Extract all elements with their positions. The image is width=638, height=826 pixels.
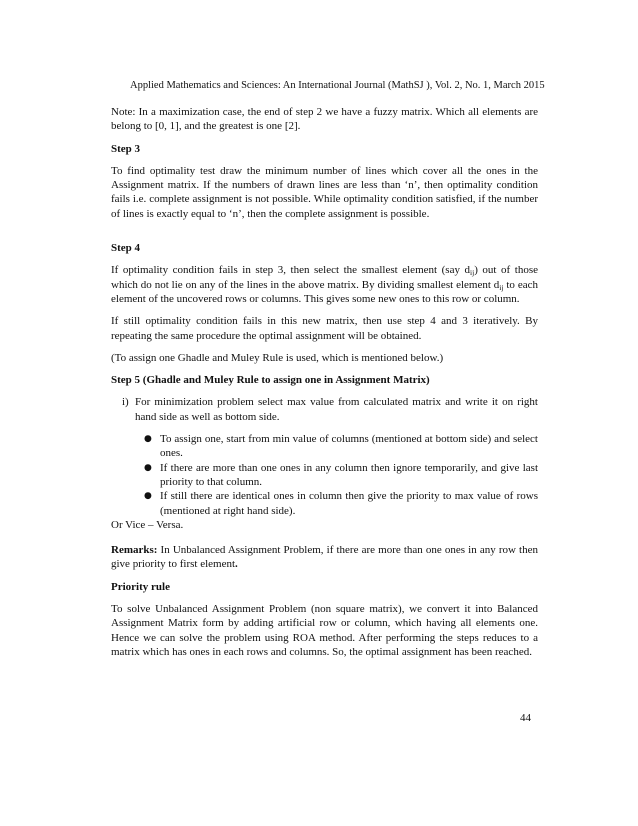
step4-heading: Step 4 [111, 242, 141, 255]
bullet-text: If still there are identical ones in column then give the priority to max value of rows (mentioned at right hand side). [160, 490, 538, 517]
bullet-item [144, 461, 538, 490]
remarks-period: . [235, 558, 238, 571]
running-header: Applied Mathematics and Sciences: An International Journal (MathSJ ), Vol. 2, No. 1, March 2015 [130, 80, 545, 91]
step4-paragraph-1 [111, 263, 538, 306]
item-text: For minimization problem select max value from calculated matrix and write it on right hand side as well as bottom side. [135, 396, 538, 423]
item-number: i) [122, 396, 129, 409]
step4-p1-part-b: ) out of those which do not lie on any of the lines in the above matrix. By dividing smallest element d [111, 264, 539, 291]
note-paragraph: Note: In a maximization case, the end of step 2 we have a fuzzy matrix. Which all elements are belong to [0, 1], and the greatest is one [2]. [111, 106, 538, 133]
bullet-item [144, 432, 538, 461]
step4-p1-part-a: If optimality condition fails in step 3, then select the smallest element (say d [111, 264, 471, 277]
bullet-text: To assign one, start from min value of columns (mentioned at bottom side) and select ones. [160, 433, 538, 460]
page-body [111, 105, 538, 667]
remarks-label: Remarks: [111, 544, 158, 557]
remarks-paragraph [111, 543, 538, 572]
step5-heading: Step 5 (Ghadle and Muley Rule to assign one in Assignment Matrix) [111, 374, 430, 387]
step5-item-i [122, 395, 538, 424]
step4-paragraph-2: If still optimality condition fails in this new matrix, then use step 4 and 3 iteratively. By repeating the same procedure the optimal assignment will be obtained. [111, 315, 538, 342]
step5-bullet-list [111, 432, 538, 518]
step4-paragraph-3: (To assign one Ghadle and Muley Rule is used, which is mentioned below.) [111, 351, 444, 364]
bullet-item [144, 489, 538, 518]
priority-rule-heading: Priority rule [111, 580, 170, 593]
bullet-dot-icon: ● [144, 462, 152, 473]
bullet-text: If there are more than one ones in any column then ignore temporarily, and give last priority to that column. [160, 461, 538, 488]
step3-heading: Step 3 [111, 142, 141, 155]
step4-p1-part-c: to each element of the uncovered rows or columns. This gives some new ones to this row or column. [111, 278, 538, 305]
bullet-dot-icon: ● [144, 434, 152, 445]
priority-rule-paragraph: To solve Unbalanced Assignment Problem (non square matrix), we convert it into Balanced Assignment Matrix form by adding artificial row or column, which having all elements one. Hence we can solve the problem using ROA method. After performing the steps reduces to a matrix which has ones in each rows and columns. So, the optimal assignment has been reached. [111, 603, 538, 658]
remarks-text: In Unbalanced Assignment Problem, if there are more than one ones in any row then give priority to first element [111, 544, 538, 571]
page-number: 44 [520, 712, 531, 724]
bullet-dot-icon: ● [144, 491, 152, 502]
section-spacer [111, 229, 538, 241]
step3-paragraph: To find optimality test draw the minimum number of lines which cover all the ones in the Assignment matrix. If the numbers of drawn lines are less than ‘n’, then optimality condition fails i.e. complete assignment is not possible. While optimality condition satisfied, if the number of lines is exactly equal to ‘n’, then the complete assignment is possible. [111, 164, 538, 220]
subscript-ij-2: ij [499, 282, 504, 292]
or-vice-versa: Or Vice – Versa. [111, 518, 184, 531]
subscript-ij-1: ij [470, 268, 475, 278]
